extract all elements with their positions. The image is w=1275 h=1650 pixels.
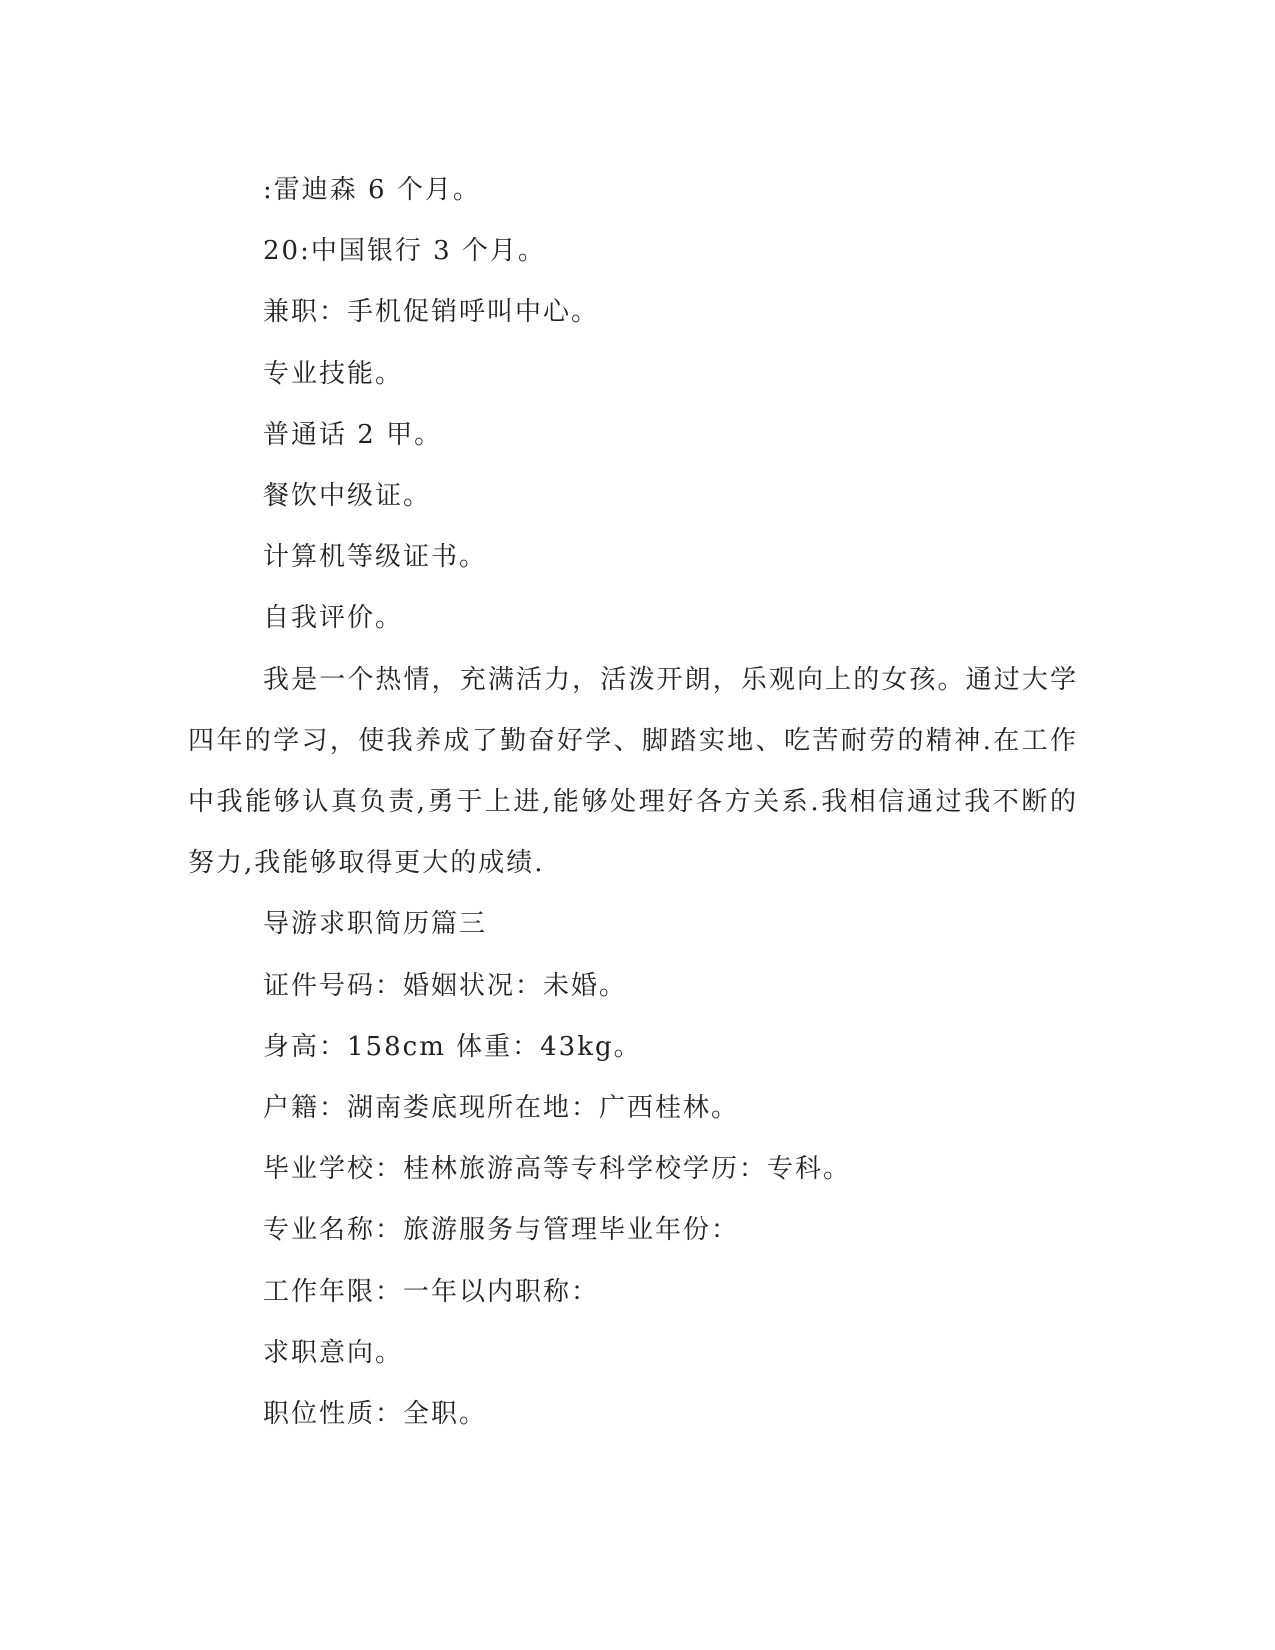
job-type-line: 职位性质：全职。	[263, 1399, 488, 1430]
section-title: 导游求职简历篇三	[263, 909, 488, 940]
work-line-2: 20:中国银行 3 个月。	[263, 236, 546, 267]
profile-line-major: 专业名称：旅游服务与管理毕业年份：	[263, 1215, 740, 1246]
skill-catering: 餐饮中级证。	[263, 481, 432, 512]
profile-line-school: 毕业学校：桂林旅游高等专科学校学历：专科。	[263, 1154, 852, 1185]
profile-line-hometown: 户籍：湖南娄底现所在地：广西桂林。	[263, 1093, 740, 1124]
profile-line-id: 证件号码：婚姻状况：未婚。	[263, 970, 628, 1001]
job-intention-heading: 求职意向。	[263, 1337, 404, 1368]
profile-line-experience: 工作年限：一年以内职称：	[263, 1276, 600, 1307]
profile-line-height-weight: 身高：158cm 体重：43kg。	[263, 1031, 642, 1062]
skill-mandarin: 普通话 2 甲。	[263, 419, 443, 450]
self-evaluation-paragraph: 我是一个热情，充满活力，活泼开朗，乐观向上的女孩。通过大学四年的学习，使我养成了勤奋好学、脚踏实地、吃苦耐劳的精神.在工作中我能够认真负责,勇于上进,能够处理好各方关系.我相信通过我不断的努力,我能够取得更大的成绩.	[188, 664, 1078, 879]
part-time-line: 兼职：手机促销呼叫中心。	[263, 297, 600, 328]
self-evaluation-heading: 自我评价。	[263, 603, 404, 634]
skills-heading: 专业技能。	[263, 358, 404, 389]
skill-computer: 计算机等级证书。	[263, 542, 488, 573]
document-body	[188, 160, 1078, 1445]
work-line-1: :雷迪森 6 个月。	[263, 175, 481, 205]
